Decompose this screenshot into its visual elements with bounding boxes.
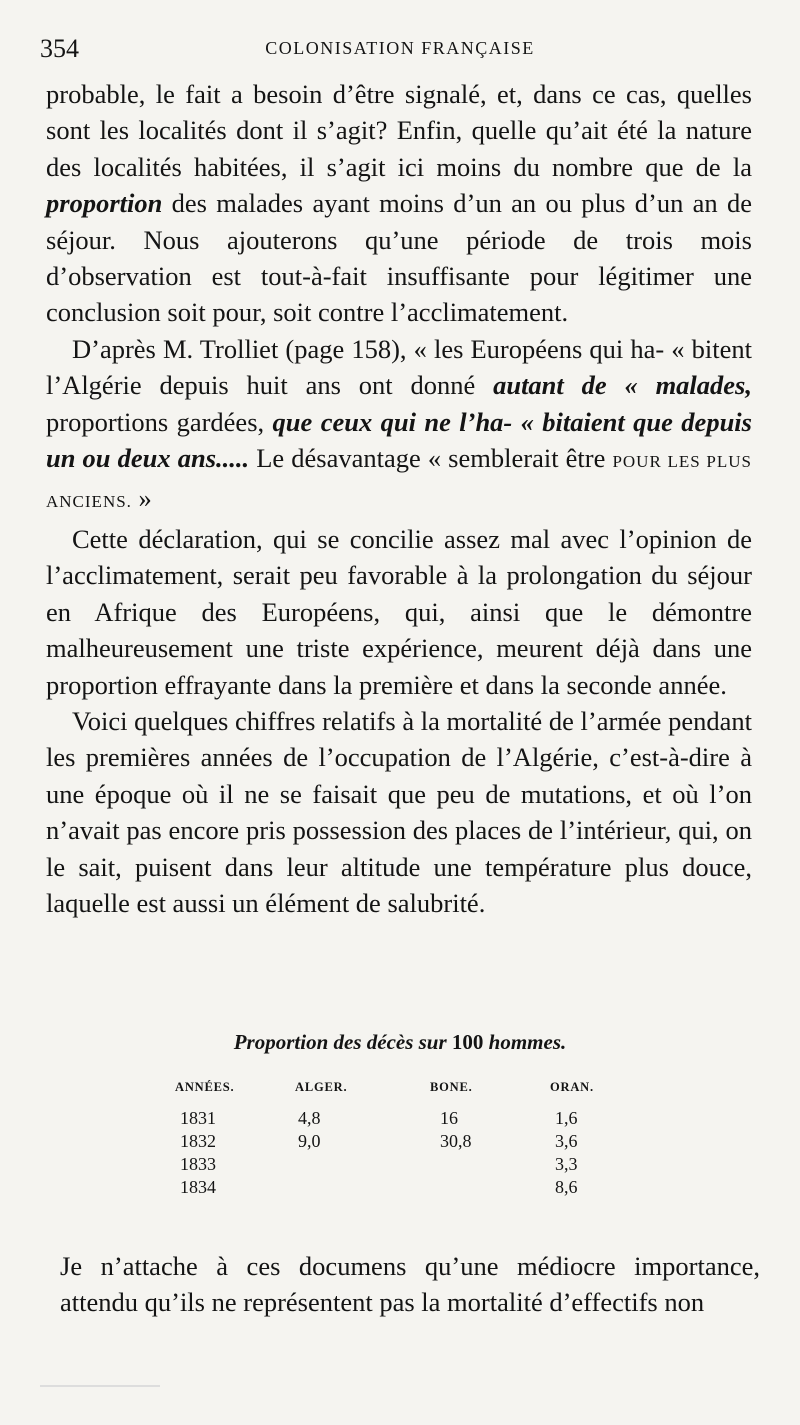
- paragraph-1-start: probable, le fait a besoin d’être signalé, et, dans ce cas, quelles sont les localités dont il s’agit? Enfin, quelle qu’ait été la nature des localités habitées, il s’agit ici moins du nombre que de la: [46, 79, 752, 182]
- paragraph-2-d: »: [131, 483, 152, 514]
- cell-oran: 1,6: [555, 1108, 578, 1128]
- running-title: COLONISATION FRANÇAISE: [265, 38, 535, 58]
- footer-mark: [40, 1385, 160, 1387]
- column-header-oran: ORAN.: [550, 1080, 594, 1094]
- page-number: 354: [40, 34, 79, 63]
- paragraph-2-c: Le désavantage « semblerait être: [249, 443, 613, 474]
- cell-oran: 8,6: [555, 1177, 578, 1197]
- column-header-bone: BONE.: [430, 1080, 473, 1094]
- cell-bone: 16: [440, 1108, 458, 1128]
- table-caption-number: 100: [451, 1030, 484, 1054]
- table-row: [150, 1154, 630, 1177]
- paragraph-1: [46, 76, 752, 331]
- table-caption-before: Proportion des décès sur: [233, 1030, 452, 1054]
- column-header-alger: ALGER.: [295, 1080, 348, 1094]
- cell-year: 1833: [180, 1154, 216, 1174]
- paragraph-2-a: D’après M. Trolliet (page 158), « les Européens qui ha- « bitent l’Algérie depuis huit ans ont donné: [46, 333, 752, 401]
- cell-bone: 30,8: [440, 1131, 472, 1151]
- cell-year: 1831: [180, 1108, 216, 1128]
- cell-alger: 9,0: [298, 1131, 321, 1151]
- table-caption: [40, 1030, 760, 1055]
- table-row: [150, 1177, 630, 1200]
- table-row: [150, 1131, 630, 1154]
- column-header-annees: ANNÉES.: [175, 1080, 235, 1094]
- cell-alger: 4,8: [298, 1108, 321, 1128]
- paragraph-2-italic-2: que ceux qui ne l’ha- « bitaient que depuis un ou deux ans.....: [46, 406, 752, 474]
- paragraph-2-smallcaps: POUR LES PLUS ANCIENS.: [46, 452, 752, 512]
- cell-year: 1834: [180, 1177, 216, 1197]
- closing-paragraph: [60, 1248, 760, 1321]
- paragraph-2-b: proportions gardées,: [46, 406, 273, 437]
- paragraph-2-italic-1: autant de « malades,: [493, 370, 752, 401]
- cell-year: 1832: [180, 1131, 216, 1151]
- emphasis-proportion: proportion: [46, 188, 163, 219]
- paragraph-2: [46, 331, 752, 521]
- table-row: [150, 1108, 630, 1131]
- cell-oran: 3,3: [555, 1154, 578, 1174]
- table-header-row: [150, 1080, 630, 1108]
- mortality-table: [150, 1080, 630, 1200]
- paragraph-1-end: des malades ayant moins d’un an ou plus d’un an de séjour. Nous ajouterons qu’une période de trois mois d’observation est tout-à-fait insuffisante pour légitimer une conclusion soit pour, soit contre l’acclimatement.: [46, 188, 752, 328]
- table-caption-after: hommes.: [483, 1030, 567, 1054]
- page-header: [40, 34, 760, 64]
- paragraph-5: Je n’attache à ces documens qu’une médiocre importance, attendu qu’ils ne représentent pas la mortalité d’effectifs non: [60, 1251, 760, 1318]
- paragraph-3: Cette déclaration, qui se concilie assez mal avec l’opinion de l’acclimatement, serait peu favorable à la prolongation du séjour en Afrique des Européens, qui, ainsi que le démontre malheureusement une triste expérience, meurent déjà dans une proportion effrayante dans la première et dans la seconde année.: [46, 523, 752, 700]
- paragraph-4: Voici quelques chiffres relatifs à la mortalité de l’armée pendant les premières années de l’occupation de l’Algérie, c’est-à-dire à une époque où il ne se faisait que peu de mutations, et où l’on n’avait pas encore pris possession des places de l’intérieur, qui, on le sait, puisent dans leur altitude une température plus douce, laquelle est aussi un élément de salubrité.: [46, 705, 752, 918]
- cell-oran: 3,6: [555, 1131, 578, 1151]
- body-text: [46, 76, 752, 921]
